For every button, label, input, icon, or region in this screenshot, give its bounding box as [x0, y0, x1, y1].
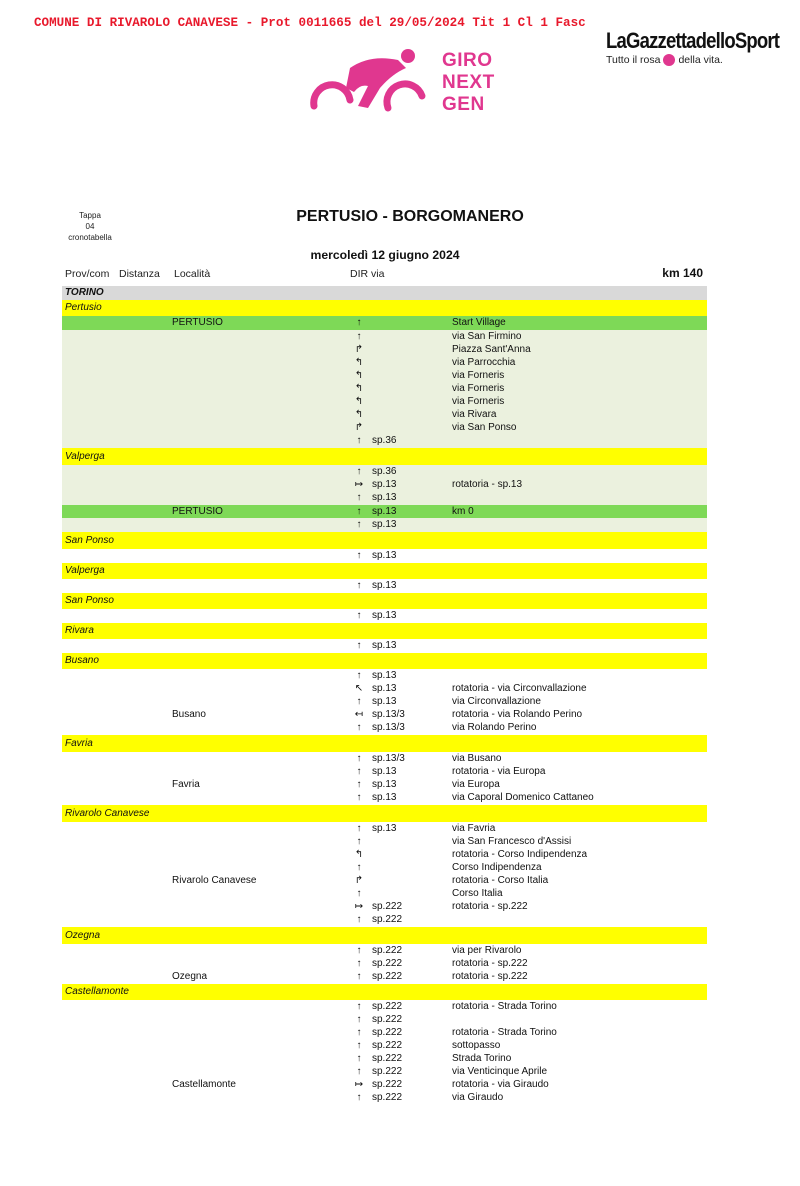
- road-name: sp.13: [372, 640, 397, 651]
- town-row: [62, 300, 707, 316]
- direction-arrow-icon: ↑: [356, 888, 362, 899]
- road-name: sp.13/3: [372, 722, 405, 733]
- town-row: [62, 735, 707, 752]
- route-note: via Forneris: [452, 383, 505, 394]
- route-row: [62, 518, 707, 532]
- road-name: sp.13: [372, 683, 397, 694]
- total-distance: km 140: [662, 266, 703, 280]
- route-note: rotatoria - via Circonvallazione: [452, 683, 587, 694]
- road-name: sp.222: [372, 945, 403, 956]
- direction-arrow-icon: ↑: [356, 331, 362, 342]
- direction-arrow-icon: ↤: [354, 709, 364, 720]
- route-row: [62, 791, 707, 805]
- road-name: sp.13/3: [372, 709, 405, 720]
- route-note: Strada Torino: [452, 1053, 512, 1064]
- road-name: sp.13: [372, 580, 397, 591]
- locality: Busano: [172, 709, 206, 720]
- direction-arrow-icon: ↑: [356, 519, 362, 530]
- direction-arrow-icon: ↦: [354, 479, 364, 490]
- route-note: rotatoria - via Giraudo: [452, 1079, 549, 1090]
- col-header-loc: Località: [174, 268, 211, 280]
- route-row: [62, 874, 707, 887]
- route-row: [62, 1000, 707, 1013]
- route-note: rotatoria - sp.222: [452, 901, 528, 912]
- logo-line-3: GEN: [442, 94, 485, 115]
- direction-arrow-icon: ↑: [356, 779, 362, 790]
- direction-arrow-icon: ↰: [354, 370, 364, 381]
- route-row: [62, 970, 707, 984]
- route-row: [62, 861, 707, 874]
- route-note: Corso Indipendenza: [452, 862, 542, 873]
- road-name: sp.13: [372, 823, 397, 834]
- direction-arrow-icon: ↑: [356, 836, 362, 847]
- road-name: sp.13: [372, 550, 397, 561]
- route-note: via Caporal Domenico Cattaneo: [452, 792, 594, 803]
- route-row: [62, 609, 707, 623]
- route-row: [62, 721, 707, 735]
- route-row: [62, 887, 707, 900]
- route-note: via San Francesco d'Assisi: [452, 836, 572, 847]
- route-row: [62, 765, 707, 778]
- route-row: [62, 669, 707, 682]
- road-name: sp.222: [372, 971, 403, 982]
- direction-arrow-icon: ↖: [354, 683, 364, 694]
- gazzetta-title: LaGazzettadelloSport: [606, 28, 780, 53]
- route-note: rotatoria - Strada Torino: [452, 1001, 557, 1012]
- route-row: [62, 913, 707, 927]
- direction-arrow-icon: ↑: [356, 610, 362, 621]
- route-note: via per Rivarolo: [452, 945, 522, 956]
- route-row: [62, 382, 707, 395]
- route-note: rotatoria - sp.222: [452, 958, 528, 969]
- route-row: [62, 752, 707, 765]
- route-note: Piazza Sant'Anna: [452, 344, 531, 355]
- route-note: via Forneris: [452, 396, 505, 407]
- direction-arrow-icon: ↑: [356, 1001, 362, 1012]
- direction-arrow-icon: ↑: [356, 792, 362, 803]
- town-row: [62, 593, 707, 609]
- logo-line-1: GIRO: [442, 50, 493, 71]
- route-row: [62, 465, 707, 478]
- town-name: Pertusio: [65, 302, 102, 313]
- road-name: sp.222: [372, 1092, 403, 1103]
- route-row: [62, 395, 707, 408]
- town-name: Rivara: [65, 625, 94, 636]
- direction-arrow-icon: ↰: [354, 383, 364, 394]
- cyclist-icon: [310, 48, 440, 120]
- route-row: [62, 408, 707, 421]
- route-row: [62, 835, 707, 848]
- town-name: Rivarolo Canavese: [65, 808, 150, 819]
- route-note: via Rivara: [452, 409, 497, 420]
- road-name: sp.13/3: [372, 753, 405, 764]
- route-row: [62, 1039, 707, 1052]
- direction-arrow-icon: ↑: [356, 1066, 362, 1077]
- route-note: rotatoria - via Rolando Perino: [452, 709, 583, 720]
- route-note: rotatoria - Strada Torino: [452, 1027, 557, 1038]
- route-row: [62, 695, 707, 708]
- route-note: via Giraudo: [452, 1092, 504, 1103]
- route-row: [62, 491, 707, 505]
- direction-arrow-icon: ↑: [356, 506, 362, 517]
- town-name: Ozegna: [65, 930, 101, 941]
- route-row: [62, 708, 707, 721]
- route-note: via Favria: [452, 823, 496, 834]
- route-row: [62, 944, 707, 957]
- route-note: sottopasso: [452, 1040, 501, 1051]
- route-note: Corso Italia: [452, 888, 503, 899]
- gazzetta-logo: [606, 28, 780, 66]
- route-note: via Busano: [452, 753, 502, 764]
- town-name: Favria: [65, 738, 93, 749]
- direction-arrow-icon: ↑: [356, 435, 362, 446]
- town-row: [62, 805, 707, 822]
- route-note: rotatoria - Corso Italia: [452, 875, 549, 886]
- town-row: [62, 563, 707, 579]
- direction-arrow-icon: ↦: [354, 901, 364, 912]
- road-name: sp.36: [372, 466, 397, 477]
- town-name: San Ponso: [65, 595, 114, 606]
- road-name: sp.13: [372, 696, 397, 707]
- town-row: [62, 984, 707, 1000]
- route-row: [62, 1052, 707, 1065]
- route-row: [62, 549, 707, 563]
- gazzetta-tagline: [606, 54, 756, 66]
- col-header-prov: Prov/com: [65, 268, 110, 280]
- road-name: sp.222: [372, 901, 403, 912]
- province-row: [62, 286, 707, 300]
- road-name: sp.13: [372, 610, 397, 621]
- route-note: via Parrocchia: [452, 357, 516, 368]
- locality: Favria: [172, 779, 200, 790]
- town-name: Valperga: [65, 451, 105, 462]
- route-row: [62, 957, 707, 970]
- direction-arrow-icon: ↰: [354, 849, 364, 860]
- road-name: sp.222: [372, 914, 403, 925]
- route-note: via Circonvallazione: [452, 696, 541, 707]
- direction-arrow-icon: ↰: [354, 396, 364, 407]
- road-name: sp.13: [372, 506, 397, 517]
- town-row: [62, 927, 707, 944]
- route-note: via Venticinque Aprile: [452, 1066, 548, 1077]
- town-row: [62, 653, 707, 669]
- locality: Rivarolo Canavese: [172, 875, 257, 886]
- direction-arrow-icon: ↑: [356, 766, 362, 777]
- direction-arrow-icon: ↑: [356, 753, 362, 764]
- page-title: PERTUSIO - BORGOMANERO: [296, 208, 524, 225]
- direction-arrow-icon: ↑: [356, 640, 362, 651]
- route-row: [62, 778, 707, 791]
- route-note: rotatoria - sp.13: [452, 479, 523, 490]
- route-row: [62, 505, 707, 518]
- route-note: rotatoria - sp.222: [452, 971, 528, 982]
- route-row: [62, 1065, 707, 1078]
- road-name: sp.222: [372, 1066, 403, 1077]
- road-name: sp.222: [372, 1079, 403, 1090]
- route-note: rotatoria - via Europa: [452, 766, 546, 777]
- route-row: [62, 343, 707, 356]
- direction-arrow-icon: ↑: [356, 580, 362, 591]
- road-name: sp.222: [372, 958, 403, 969]
- stage-number: 04: [85, 222, 95, 231]
- direction-arrow-icon: ↱: [354, 344, 364, 355]
- route-row: [62, 1091, 707, 1104]
- town-row: [62, 623, 707, 639]
- route-row: [62, 1026, 707, 1039]
- road-name: sp.13: [372, 492, 397, 503]
- road-name: sp.36: [372, 435, 397, 446]
- direction-arrow-icon: ↰: [354, 357, 364, 368]
- locality: PERTUSIO: [172, 506, 223, 517]
- direction-arrow-icon: ↑: [356, 317, 362, 328]
- route-row: [62, 478, 707, 491]
- direction-arrow-icon: ↑: [356, 823, 362, 834]
- road-name: sp.13: [372, 779, 397, 790]
- locality: Ozegna: [172, 971, 208, 982]
- logo-line-2: NEXT: [442, 72, 495, 93]
- route-note: via Forneris: [452, 370, 505, 381]
- stage-type: cronotabella: [68, 233, 112, 242]
- direction-arrow-icon: ↑: [356, 492, 362, 503]
- direction-arrow-icon: ↰: [354, 409, 364, 420]
- direction-arrow-icon: ↑: [356, 914, 362, 925]
- direction-arrow-icon: ↑: [356, 862, 362, 873]
- direction-arrow-icon: ↑: [356, 466, 362, 477]
- direction-arrow-icon: ↑: [356, 958, 362, 969]
- direction-arrow-icon: ↱: [354, 422, 364, 433]
- gazzetta-tagline-b: della vita.: [678, 54, 723, 66]
- road-name: sp.13: [372, 479, 397, 490]
- direction-arrow-icon: ↑: [356, 1053, 362, 1064]
- stage-label: Tappa: [79, 211, 101, 220]
- col-header-dirvia: DIR via: [350, 268, 385, 280]
- gazzetta-tagline-a: Tutto il rosa: [606, 54, 661, 66]
- town-row: [62, 448, 707, 465]
- direction-arrow-icon: ↑: [356, 696, 362, 707]
- giro-next-gen-logo: [310, 48, 530, 120]
- route-row: [62, 316, 707, 330]
- direction-arrow-icon: ↑: [356, 1014, 362, 1025]
- route-note: rotatoria - Corso Indipendenza: [452, 849, 588, 860]
- protocol-stamp: COMUNE DI RIVAROLO CANAVESE - Prot 0011665 del 29/05/2024 Tit 1 Cl 1 Fasc: [34, 16, 586, 30]
- stage-meta: [60, 210, 120, 243]
- direction-arrow-icon: ↦: [354, 1079, 364, 1090]
- route-note: via Rolando Perino: [452, 722, 537, 733]
- route-note: via Europa: [452, 779, 500, 790]
- route-row: [62, 639, 707, 653]
- town-name: San Ponso: [65, 535, 114, 546]
- route-table: [62, 286, 707, 1104]
- locality: PERTUSIO: [172, 317, 223, 328]
- town-name: Valperga: [65, 565, 105, 576]
- route-row: [62, 1078, 707, 1091]
- road-name: sp.13: [372, 670, 397, 681]
- route-row: [62, 330, 707, 343]
- town-name: Busano: [65, 655, 99, 666]
- route-row: [62, 848, 707, 861]
- road-name: sp.222: [372, 1040, 403, 1051]
- direction-arrow-icon: ↑: [356, 722, 362, 733]
- stage-date: mercoledì 12 giugno 2024: [310, 248, 460, 262]
- province-name: TORINO: [65, 287, 104, 298]
- route-row: [62, 356, 707, 369]
- route-row: [62, 434, 707, 448]
- town-row: [62, 532, 707, 549]
- direction-arrow-icon: ↑: [356, 1027, 362, 1038]
- route-row: [62, 682, 707, 695]
- route-row: [62, 579, 707, 593]
- route-note: via San Ponso: [452, 422, 517, 433]
- route-note: km 0: [452, 506, 474, 517]
- direction-arrow-icon: ↑: [356, 1092, 362, 1103]
- road-name: sp.13: [372, 519, 397, 530]
- direction-arrow-icon: ↑: [356, 971, 362, 982]
- route-row: [62, 1013, 707, 1026]
- direction-arrow-icon: ↑: [356, 670, 362, 681]
- direction-arrow-icon: ↑: [356, 550, 362, 561]
- road-name: sp.222: [372, 1014, 403, 1025]
- route-row: [62, 369, 707, 382]
- road-name: sp.222: [372, 1053, 403, 1064]
- town-name: Castellamonte: [65, 986, 129, 997]
- route-row: [62, 421, 707, 434]
- direction-arrow-icon: ↑: [356, 1040, 362, 1051]
- col-header-dist: Distanza: [119, 268, 160, 280]
- road-name: sp.222: [372, 1001, 403, 1012]
- road-name: sp.222: [372, 1027, 403, 1038]
- route-row: [62, 822, 707, 835]
- road-name: sp.13: [372, 766, 397, 777]
- logo-text: [442, 50, 495, 116]
- road-name: sp.13: [372, 792, 397, 803]
- locality: Castellamonte: [172, 1079, 236, 1090]
- pink-ball-icon: [663, 54, 675, 66]
- direction-arrow-icon: ↱: [354, 875, 364, 886]
- direction-arrow-icon: ↑: [356, 945, 362, 956]
- route-note: via San Firmino: [452, 331, 522, 342]
- route-row: [62, 900, 707, 913]
- route-note: Start Village: [452, 317, 506, 328]
